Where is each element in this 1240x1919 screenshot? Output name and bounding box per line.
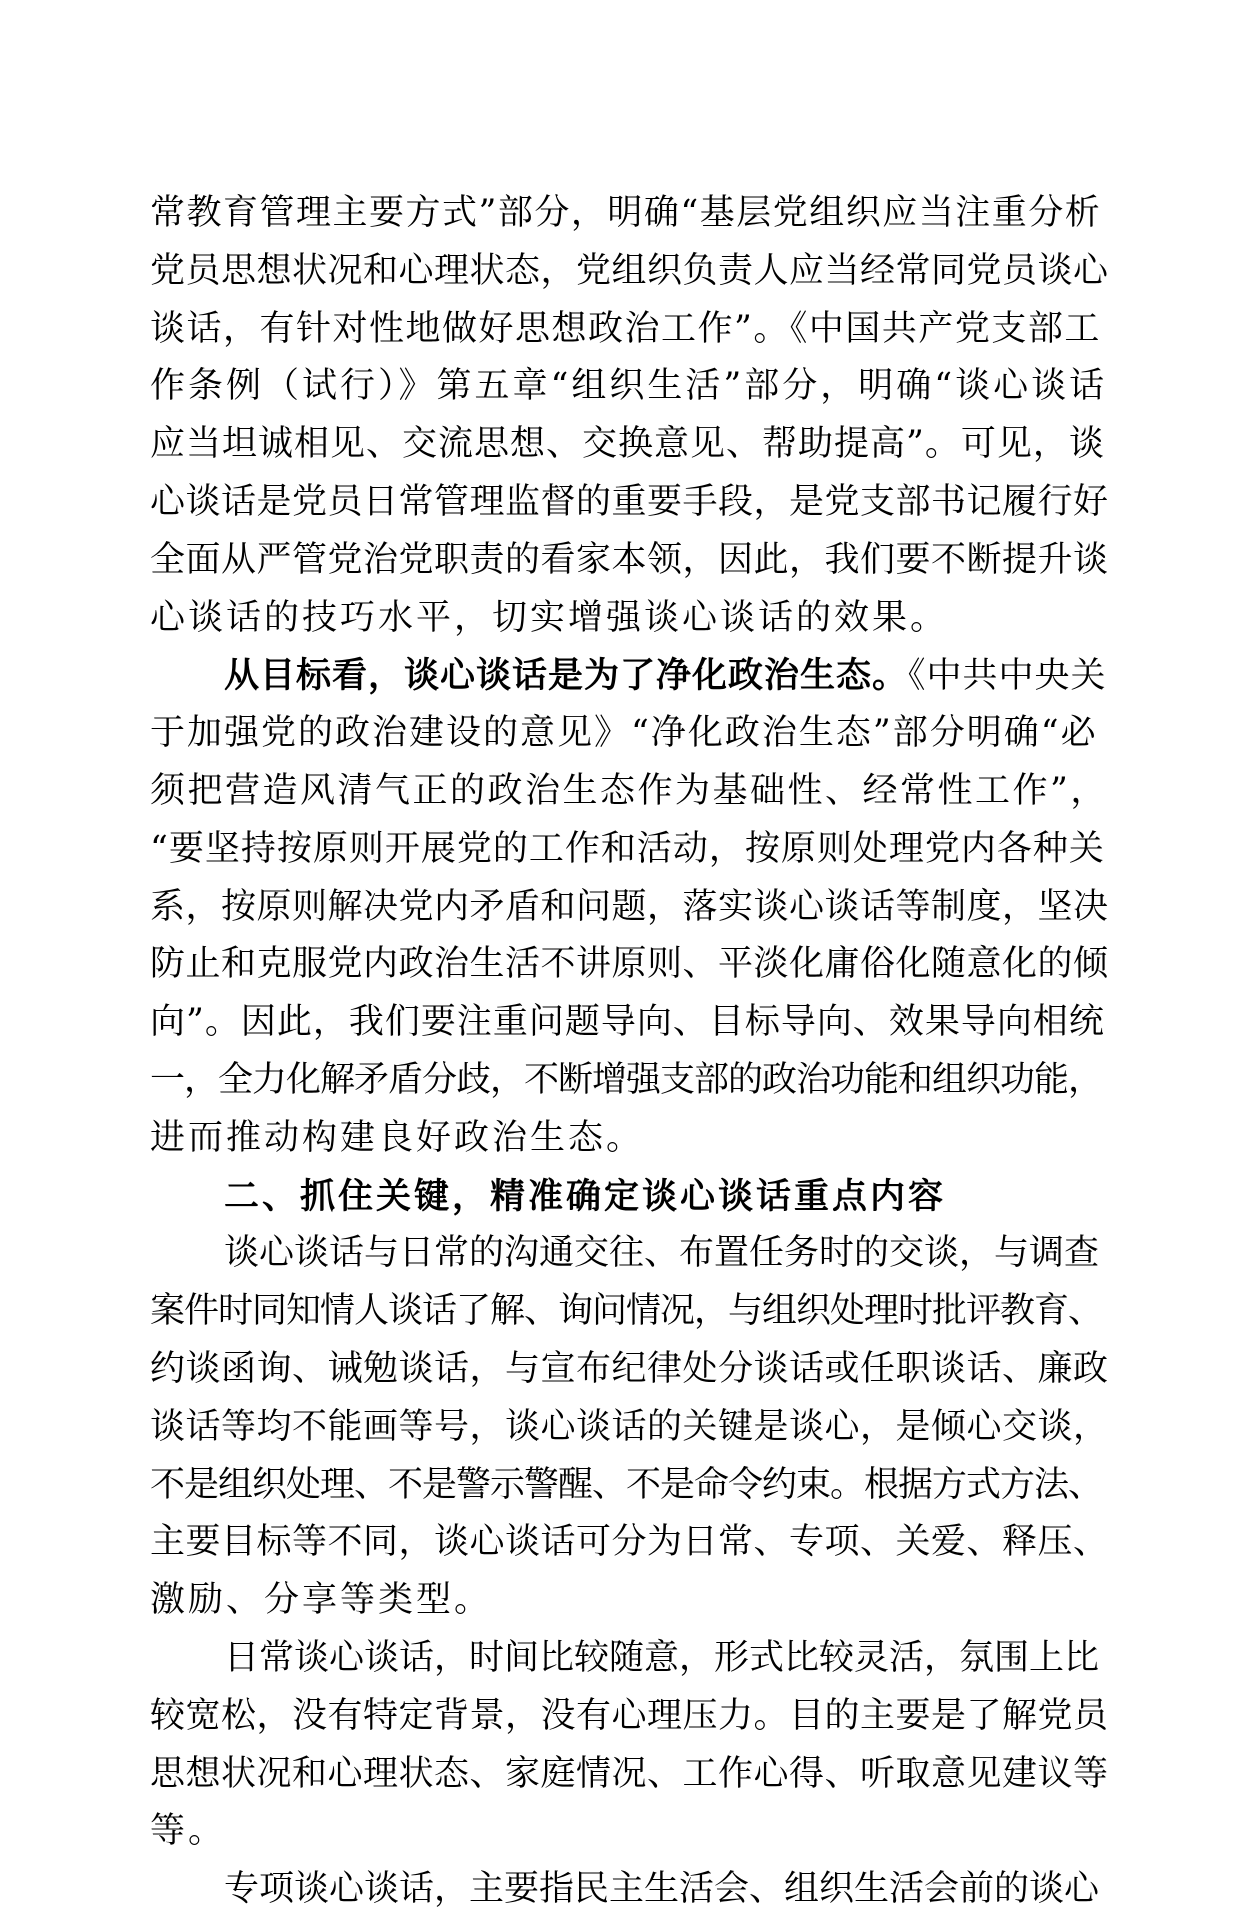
- paragraph-lead-bold: 从目标看，谈心谈话是为了净化政治生态。: [224, 655, 909, 697]
- text-line: 专项谈心谈话，主要指民主生活会、组织生活会前的谈心: [224, 1869, 1100, 1910]
- text-line: 不是组织处理、不是警示警醒、不是命令约束。根据方式方法、: [150, 1464, 1103, 1505]
- text-line: 谈话等均不能画等号，谈心谈话的关键是谈心，是倾心交谈，: [150, 1406, 1109, 1447]
- text-line: 主要目标等不同，谈心谈话可分为日常、专项、关爱、释压、: [150, 1522, 1109, 1563]
- text-line: 较宽松，没有特定背景，没有心理压力。目的主要是了解党员: [150, 1695, 1109, 1736]
- text-line: 一，全力化解矛盾分歧，不断增强支部的政治功能和组织功能，: [150, 1059, 1103, 1100]
- text-line: [150, 647, 1110, 705]
- text-line: 全面从严管党治党职责的看家本领，因此，我们要不断提升谈: [150, 539, 1109, 580]
- text-line: 党员思想状况和心理状态，党组织负责人应当经常同党员谈心: [150, 250, 1109, 291]
- text-line: 思想状况和心理状态、家庭情况、工作心得、听取意见建议等: [150, 1753, 1109, 1794]
- text-line: 应当坦诚相见、交流思想、交换意见、帮助提高”。可见，谈: [150, 424, 1105, 465]
- section-heading: [150, 1168, 1110, 1226]
- text-line: “要坚持按原则开展党的工作和活动，按原则处理党内各种关: [150, 828, 1105, 869]
- text-line: 案件时同知情人谈话了解、询问情况，与组织处理时批评教育、: [150, 1291, 1103, 1332]
- text-line: 谈话，有针对性地做好思想政治工作”。《中国共产党支部工: [150, 308, 1101, 349]
- text-line: 系，按原则解决党内矛盾和问题，落实谈心谈话等制度，坚决: [150, 886, 1109, 927]
- text-line: 防止和克服党内政治生活不讲原则、平淡化庸俗化随意化的倾: [150, 944, 1109, 985]
- text-line: 向”。因此，我们要注重问题导向、目标导向、效果导向相统: [150, 1002, 1105, 1043]
- text-line: 于加强党的政治建设的意见》“净化政治生态”部分明确“必: [150, 713, 1098, 754]
- text-line: 日常谈心谈话，时间比较随意，形式比较灵活，氛围上比: [224, 1637, 1100, 1678]
- text-line: 心谈话是党员日常管理监督的重要手段，是党支部书记履行好: [150, 481, 1109, 522]
- text-line: 谈心谈话与日常的沟通交往、布置任务时的交谈，与调查: [224, 1233, 1100, 1274]
- section-heading-text: 二、抓住关键，精准确定谈心谈话重点内容: [224, 1175, 947, 1217]
- text-line: 须把营造风清气正的政治生态作为基础性、经常性工作”，: [150, 770, 1108, 811]
- body-text: [150, 185, 1110, 1919]
- paragraph-lead-rest: 《中共中央关: [908, 656, 1107, 697]
- text-line: 心谈话的技巧水平，切实增强谈心谈话的效果。: [150, 597, 949, 638]
- text-line: 激励、分享等类型。: [150, 1580, 493, 1621]
- text-line: 约谈函询、诫勉谈话，与宣布纪律处分谈话或任职谈话、廉政: [150, 1348, 1109, 1389]
- text-line: 作条例（试行）》第五章“组织生活”部分，明确“谈心谈话: [150, 366, 1108, 407]
- text-line: 进而推动构建良好政治生态。: [150, 1117, 645, 1158]
- text-line: 常教育管理主要方式”部分，明确“基层党组织应当注重分析: [150, 193, 1102, 233]
- text-line: 等。: [150, 1811, 227, 1852]
